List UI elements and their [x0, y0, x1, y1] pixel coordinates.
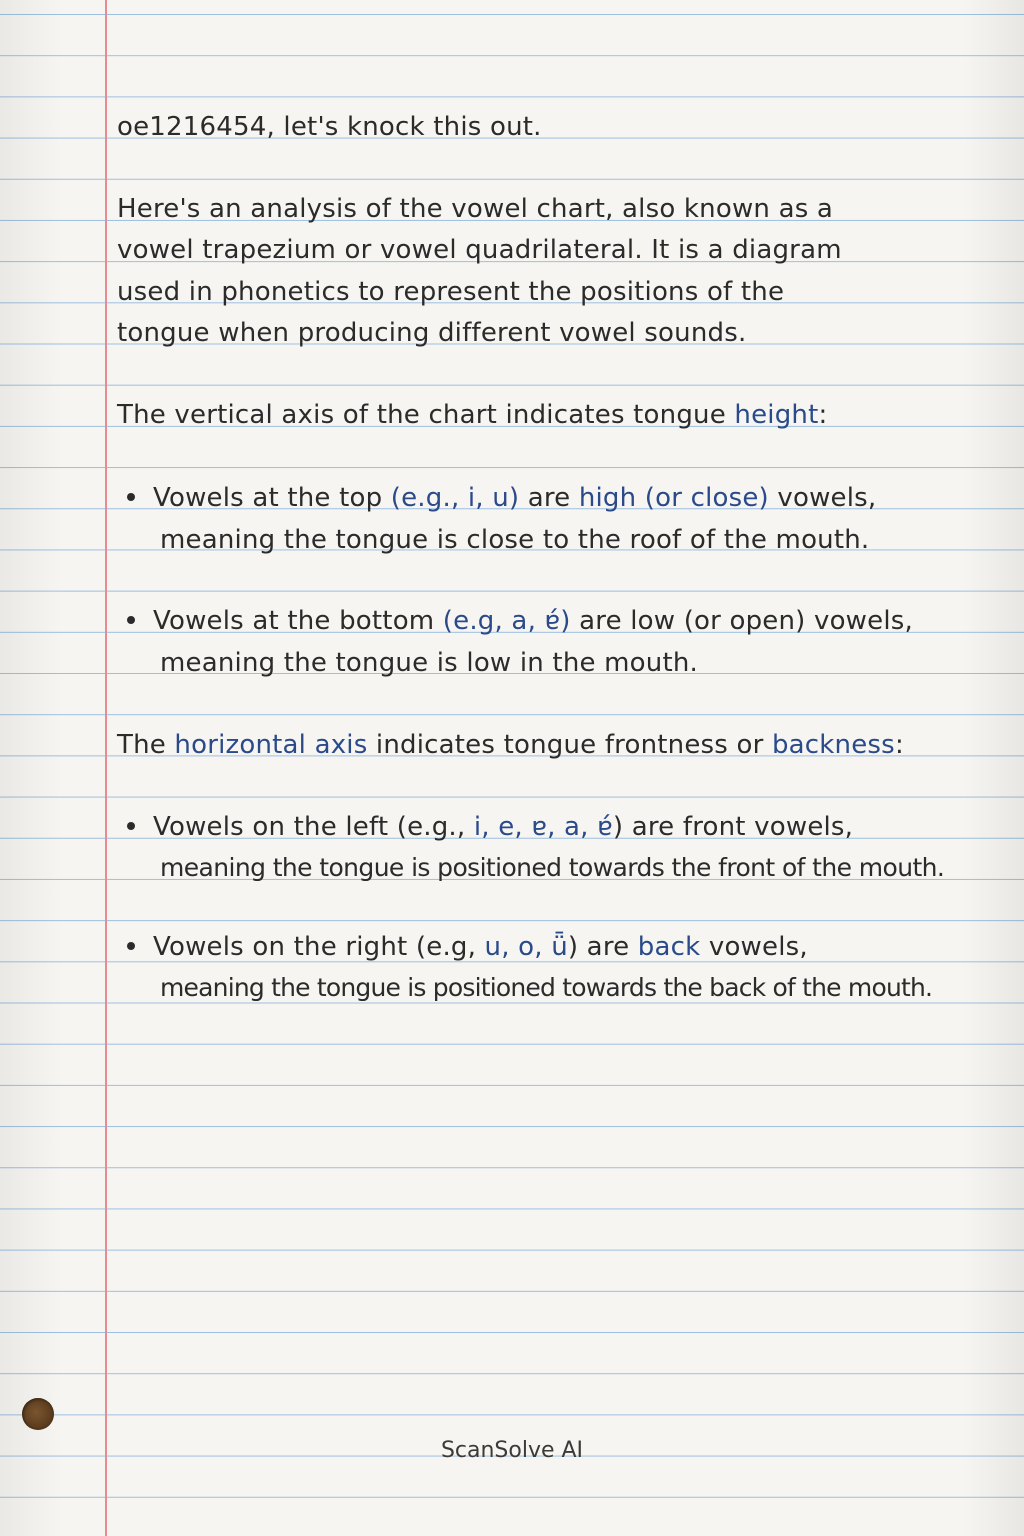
horizontal-heading-colon: : — [894, 730, 904, 760]
bullet-example: (e.g., i, u) — [390, 483, 520, 513]
bullet-term: back — [637, 932, 701, 962]
intro-line-3: used in phonetics to represent the positions of the — [117, 277, 785, 307]
vertical-bullet-1-line-2: meaning the tongue is close to the roof of the mouth. — [160, 525, 870, 555]
bullet-text: Vowels at the bottom — [153, 606, 443, 636]
margin-line — [105, 0, 107, 1536]
greeting-line — [117, 110, 542, 144]
vertical-axis-heading — [117, 398, 827, 432]
horizontal-heading-backness: backness — [771, 730, 895, 760]
bullet-dot — [127, 493, 135, 501]
bullet-text: vowels, — [768, 483, 877, 513]
horizontal-axis-heading — [117, 728, 904, 762]
bullet-text: Vowels on the right (e.g, — [153, 932, 485, 962]
bullet-text: Vowels on the left (e.g., — [153, 812, 474, 842]
vertical-heading-text: The vertical axis of the chart indicates tongue — [117, 400, 735, 430]
horizontal-bullet-2-line-1 — [153, 930, 808, 964]
footer-brand: ScanSolve AI — [440, 1438, 584, 1463]
bullet-dot — [127, 822, 135, 830]
bullet-dot — [127, 616, 135, 624]
vertical-heading-height: height — [734, 400, 819, 430]
bullet-text: are — [519, 483, 579, 513]
intro-line-4: tongue when producing different vowel sounds. — [117, 318, 747, 348]
bullet-text: ) are front vowels, — [612, 812, 854, 842]
bullet-text: Vowels at the top — [153, 483, 391, 513]
horizontal-bullet-1-line-2: meaning the tongue is positioned towards the front of the mouth. — [160, 853, 945, 882]
intro-line-2: vowel trapezium or vowel quadrilateral. It is a diagram — [117, 235, 842, 265]
vertical-heading-colon: : — [818, 400, 828, 430]
horizontal-heading-axis: horizontal axis — [174, 730, 368, 760]
intro-line-1: Here's an analysis of the vowel chart, also known as a — [117, 194, 834, 224]
bullet-text: vowels, — [700, 932, 808, 962]
horizontal-heading-text: The — [117, 730, 175, 760]
vertical-bullet-1-line-1 — [153, 481, 876, 515]
bullet-example: u, o, ǖ — [484, 932, 568, 962]
bullet-example: (e.g, a, ɐ́) — [442, 606, 571, 636]
bullet-example: i, e, ɐ, a, ɐ́ — [473, 812, 613, 842]
horizontal-bullet-2-line-2: meaning the tongue is positioned towards the back of the mouth. — [160, 973, 933, 1002]
bullet-text: are low (or open) vowels, — [570, 606, 913, 636]
bullet-text: ) are — [567, 932, 638, 962]
bullet-term: high (or close) — [578, 483, 769, 513]
vertical-bullet-2-line-2: meaning the tongue is low in the mouth. — [160, 648, 699, 678]
horizontal-bullet-1-line-1 — [153, 810, 853, 844]
horizontal-heading-text: indicates tongue frontness or — [367, 730, 772, 760]
binder-hole — [22, 1398, 54, 1430]
vertical-bullet-2-line-1 — [153, 604, 913, 638]
greeting-text: oe1216454, let's knock this out. — [117, 112, 542, 142]
bullet-dot — [127, 942, 135, 950]
